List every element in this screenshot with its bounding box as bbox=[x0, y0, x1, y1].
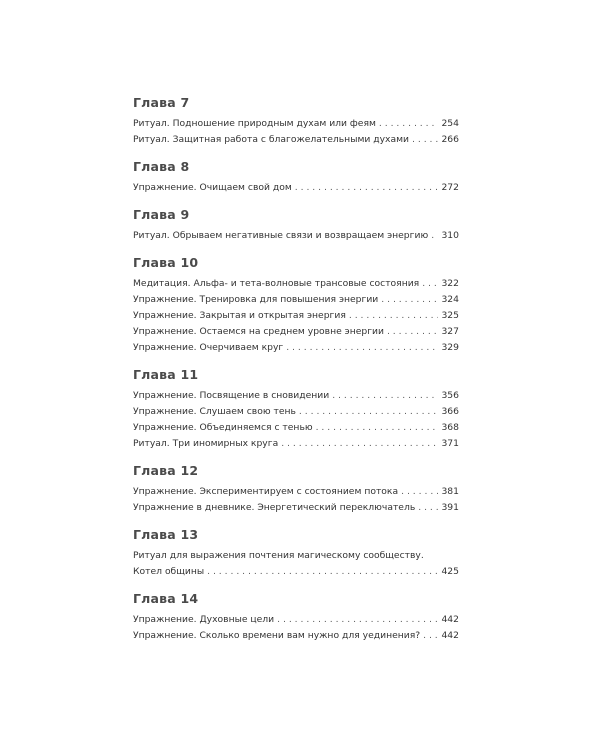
page-number: 266 bbox=[441, 134, 459, 145]
entry-label: Упражнение. Очищаем свой дом bbox=[133, 182, 292, 193]
dot-leader bbox=[286, 340, 438, 356]
chapter-8 bbox=[133, 159, 459, 196]
toc-entry[interactable] bbox=[133, 180, 459, 196]
dot-leader bbox=[281, 436, 438, 452]
entry-label: Упражнение. Тренировка для повышения энергии bbox=[133, 294, 379, 305]
page-number: 329 bbox=[441, 342, 459, 353]
chapter-title: Глава 10 bbox=[133, 255, 199, 270]
chapter-title: Глава 12 bbox=[133, 463, 199, 478]
chapter-title: Глава 7 bbox=[133, 95, 190, 110]
page-number: 371 bbox=[441, 438, 459, 449]
toc-entry[interactable] bbox=[133, 276, 459, 292]
toc-entry[interactable] bbox=[133, 612, 459, 628]
toc-entry[interactable] bbox=[133, 404, 459, 420]
page-number: 381 bbox=[441, 486, 459, 497]
chapter-7 bbox=[133, 95, 459, 148]
entry-label: Ритуал. Три иномирных круга bbox=[133, 438, 279, 449]
chapter-title: Глава 14 bbox=[133, 591, 199, 606]
dot-leader bbox=[431, 228, 438, 244]
page-number: 391 bbox=[441, 502, 459, 513]
dot-leader bbox=[423, 628, 438, 644]
table-of-contents bbox=[133, 95, 459, 655]
entry-label: Упражнение. Слушаем свою тень bbox=[133, 406, 296, 417]
toc-entry[interactable] bbox=[133, 308, 459, 324]
entry-label: Котел общины bbox=[133, 566, 205, 577]
page-number: 324 bbox=[441, 294, 459, 305]
entry-label: Упражнение. Сколько времени вам нужно для уединения? bbox=[133, 630, 421, 641]
entry-label: Упражнение. Духовные цели bbox=[133, 614, 275, 625]
page-number: 356 bbox=[441, 390, 459, 401]
chapter-10 bbox=[133, 255, 459, 356]
entry-label: Упражнение. Посвящение в сновидении bbox=[133, 390, 330, 401]
chapter-title: Глава 11 bbox=[133, 367, 199, 382]
toc-entry[interactable] bbox=[133, 436, 459, 452]
toc-entry[interactable] bbox=[133, 340, 459, 356]
dot-leader bbox=[277, 612, 438, 628]
entry-label: Ритуал. Обрываем негативные связи и возвращаем энергию bbox=[133, 230, 429, 241]
page-number: 368 bbox=[441, 422, 459, 433]
toc-entry[interactable] bbox=[133, 228, 459, 244]
toc-entry[interactable] bbox=[133, 564, 459, 580]
entry-label: Упражнение. Экспериментируем с состоянием потока bbox=[133, 486, 399, 497]
toc-entry[interactable] bbox=[133, 324, 459, 340]
dot-leader bbox=[418, 500, 438, 516]
dot-leader bbox=[401, 484, 438, 500]
chapter-9 bbox=[133, 207, 459, 244]
entry-label: Упражнение. Закрытая и открытая энергия bbox=[133, 310, 346, 321]
dot-leader bbox=[299, 404, 439, 420]
chapter-title: Глава 13 bbox=[133, 527, 199, 542]
dot-leader bbox=[379, 116, 439, 132]
dot-leader bbox=[349, 308, 439, 324]
chapter-11 bbox=[133, 367, 459, 452]
page-number: 327 bbox=[441, 326, 459, 337]
chapter-13 bbox=[133, 527, 459, 580]
page-number: 366 bbox=[441, 406, 459, 417]
toc-entry[interactable] bbox=[133, 132, 459, 148]
chapter-title: Глава 9 bbox=[133, 207, 190, 222]
entry-first-line[interactable]: Ритуал для выражения почтения магическому сообществу. bbox=[133, 550, 424, 561]
toc-entry[interactable] bbox=[133, 116, 459, 132]
entry-label: Медитация. Альфа- и тета-волновые трансовые состояния bbox=[133, 278, 420, 289]
dot-leader bbox=[412, 132, 438, 148]
toc-entry[interactable] bbox=[133, 500, 459, 516]
entry-label: Упражнение. Очерчиваем круг bbox=[133, 342, 284, 353]
dot-leader bbox=[387, 324, 438, 340]
dot-leader bbox=[316, 420, 439, 436]
entry-label: Упражнение. Остаемся на среднем уровне энергии bbox=[133, 326, 384, 337]
page-number: 254 bbox=[441, 118, 459, 129]
toc-entry[interactable] bbox=[133, 292, 459, 308]
entry-label: Упражнение. Объединяемся с тенью bbox=[133, 422, 313, 433]
dot-leader bbox=[381, 292, 438, 308]
dot-leader bbox=[295, 180, 439, 196]
page-number: 425 bbox=[441, 566, 459, 577]
dot-leader bbox=[332, 388, 438, 404]
entry-label: Ритуал. Подношение природным духам или феям bbox=[133, 118, 376, 129]
chapter-title: Глава 8 bbox=[133, 159, 190, 174]
page-number: 442 bbox=[441, 614, 459, 625]
page-number: 325 bbox=[441, 310, 459, 321]
page-number: 322 bbox=[441, 278, 459, 289]
toc-entry[interactable] bbox=[133, 628, 459, 644]
toc-entry[interactable] bbox=[133, 388, 459, 404]
dot-leader bbox=[422, 276, 438, 292]
chapter-12 bbox=[133, 463, 459, 516]
page-number: 272 bbox=[441, 182, 459, 193]
page-number: 310 bbox=[441, 230, 459, 241]
entry-label: Ритуал. Защитная работа с благожелательными духами bbox=[133, 134, 410, 145]
chapter-14 bbox=[133, 591, 459, 644]
dot-leader bbox=[207, 564, 438, 580]
toc-entry[interactable] bbox=[133, 484, 459, 500]
entry-label: Упражнение в дневнике. Энергетический переключатель bbox=[133, 502, 416, 513]
page-number: 442 bbox=[441, 630, 459, 641]
toc-entry[interactable] bbox=[133, 420, 459, 436]
